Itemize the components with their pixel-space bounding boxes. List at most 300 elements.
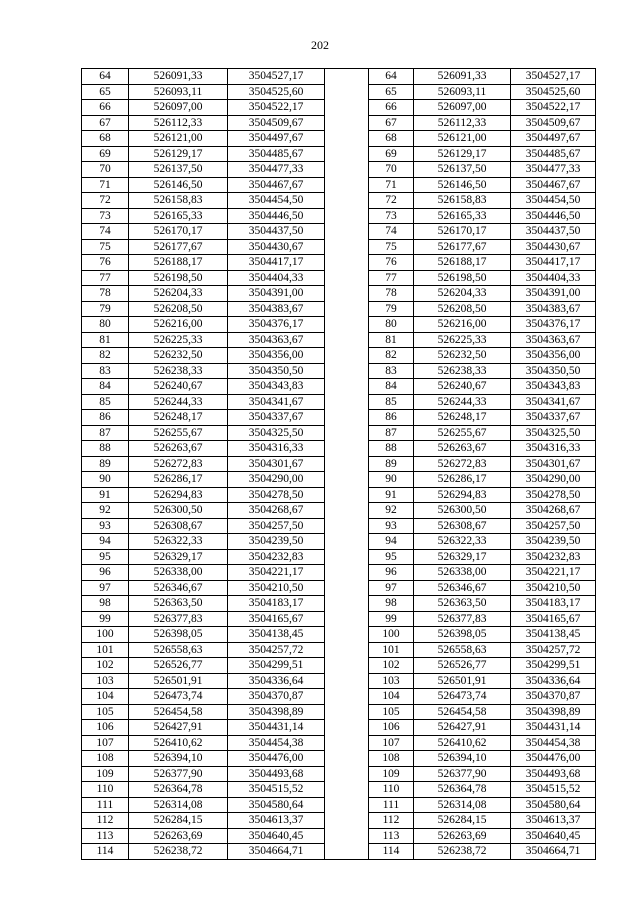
right-x-coordinate-cell: 526240,67 [414,379,511,395]
left-point-number-cell: 67 [82,115,129,131]
left-point-number-cell: 99 [82,611,129,627]
table-row [82,162,596,178]
table-row [82,348,596,364]
left-point-number-cell: 64 [82,69,129,85]
left-x-coordinate-cell: 526177,67 [129,239,228,255]
left-x-coordinate-cell: 526501,91 [129,673,228,689]
table-row [82,689,596,705]
right-x-coordinate-cell: 526473,74 [414,689,511,705]
left-y-coordinate-cell: 3504430,67 [228,239,325,255]
left-y-coordinate-cell: 3504299,51 [228,658,325,674]
left-point-number-cell: 86 [82,410,129,426]
column-separator [325,255,369,271]
right-x-coordinate-cell: 526363,50 [414,596,511,612]
column-separator [325,813,369,829]
table-row [82,503,596,519]
left-x-coordinate-cell: 526394,10 [129,751,228,767]
right-y-coordinate-cell: 3504299,51 [511,658,596,674]
right-y-coordinate-cell: 3504664,71 [511,844,596,860]
table-row [82,270,596,286]
right-y-coordinate-cell: 3504325,50 [511,425,596,441]
right-y-coordinate-cell: 3504509,67 [511,115,596,131]
right-point-number-cell: 65 [369,84,414,100]
right-point-number-cell: 77 [369,270,414,286]
table-row [82,208,596,224]
right-y-coordinate-cell: 3504515,52 [511,782,596,798]
right-y-coordinate-cell: 3504268,67 [511,503,596,519]
column-separator [325,394,369,410]
column-separator [325,735,369,751]
column-separator [325,751,369,767]
right-x-coordinate-cell: 526501,91 [414,673,511,689]
table-row [82,224,596,240]
table-row [82,580,596,596]
left-x-coordinate-cell: 526364,78 [129,782,228,798]
left-point-number-cell: 66 [82,100,129,116]
right-y-coordinate-cell: 3504239,50 [511,534,596,550]
right-y-coordinate-cell: 3504522,17 [511,100,596,116]
left-x-coordinate-cell: 526146,50 [129,177,228,193]
right-x-coordinate-cell: 526294,83 [414,487,511,503]
table-row [82,844,596,860]
table-row [82,146,596,162]
column-separator [325,503,369,519]
table-row [82,720,596,736]
right-point-number-cell: 80 [369,317,414,333]
right-point-number-cell: 108 [369,751,414,767]
column-separator [325,410,369,426]
table-row [82,642,596,658]
right-point-number-cell: 102 [369,658,414,674]
left-point-number-cell: 80 [82,317,129,333]
right-point-number-cell: 66 [369,100,414,116]
column-separator [325,131,369,147]
left-x-coordinate-cell: 526272,83 [129,456,228,472]
left-point-number-cell: 72 [82,193,129,209]
right-y-coordinate-cell: 3504527,17 [511,69,596,85]
table-row [82,549,596,565]
left-point-number-cell: 71 [82,177,129,193]
left-x-coordinate-cell: 526427,91 [129,720,228,736]
table-row [82,363,596,379]
right-point-number-cell: 86 [369,410,414,426]
right-point-number-cell: 82 [369,348,414,364]
right-x-coordinate-cell: 526216,00 [414,317,511,333]
right-y-coordinate-cell: 3504404,33 [511,270,596,286]
table-row [82,627,596,643]
right-x-coordinate-cell: 526198,50 [414,270,511,286]
column-separator [325,828,369,844]
right-x-coordinate-cell: 526112,33 [414,115,511,131]
column-separator [325,208,369,224]
left-point-number-cell: 88 [82,441,129,457]
right-y-coordinate-cell: 3504476,00 [511,751,596,767]
column-separator [325,642,369,658]
left-point-number-cell: 90 [82,472,129,488]
right-x-coordinate-cell: 526158,83 [414,193,511,209]
left-y-coordinate-cell: 3504446,50 [228,208,325,224]
right-x-coordinate-cell: 526300,50 [414,503,511,519]
right-x-coordinate-cell: 526427,91 [414,720,511,736]
right-y-coordinate-cell: 3504221,17 [511,565,596,581]
right-x-coordinate-cell: 526558,63 [414,642,511,658]
column-separator [325,100,369,116]
left-point-number-cell: 101 [82,642,129,658]
right-point-number-cell: 106 [369,720,414,736]
table-row [82,751,596,767]
right-y-coordinate-cell: 3504417,17 [511,255,596,271]
right-y-coordinate-cell: 3504454,38 [511,735,596,751]
right-x-coordinate-cell: 526244,33 [414,394,511,410]
right-y-coordinate-cell: 3504431,14 [511,720,596,736]
right-point-number-cell: 83 [369,363,414,379]
right-point-number-cell: 73 [369,208,414,224]
column-separator [325,224,369,240]
table-row [82,813,596,829]
left-x-coordinate-cell: 526286,17 [129,472,228,488]
left-point-number-cell: 70 [82,162,129,178]
left-y-coordinate-cell: 3504398,89 [228,704,325,720]
column-separator [325,84,369,100]
right-x-coordinate-cell: 526204,33 [414,286,511,302]
table-row [82,828,596,844]
column-separator [325,348,369,364]
table-row [82,565,596,581]
left-y-coordinate-cell: 3504165,67 [228,611,325,627]
right-point-number-cell: 99 [369,611,414,627]
table-row [82,611,596,627]
left-y-coordinate-cell: 3504183,17 [228,596,325,612]
right-x-coordinate-cell: 526263,69 [414,828,511,844]
left-y-coordinate-cell: 3504515,52 [228,782,325,798]
coordinates-table-body [82,69,596,860]
right-point-number-cell: 69 [369,146,414,162]
right-point-number-cell: 94 [369,534,414,550]
left-y-coordinate-cell: 3504370,87 [228,689,325,705]
right-point-number-cell: 95 [369,549,414,565]
left-y-coordinate-cell: 3504221,17 [228,565,325,581]
left-x-coordinate-cell: 526091,33 [129,69,228,85]
right-x-coordinate-cell: 526097,00 [414,100,511,116]
left-x-coordinate-cell: 526294,83 [129,487,228,503]
left-y-coordinate-cell: 3504454,38 [228,735,325,751]
left-y-coordinate-cell: 3504301,67 [228,456,325,472]
right-y-coordinate-cell: 3504290,00 [511,472,596,488]
left-y-coordinate-cell: 3504525,60 [228,84,325,100]
right-y-coordinate-cell: 3504257,50 [511,518,596,534]
right-y-coordinate-cell: 3504467,67 [511,177,596,193]
right-x-coordinate-cell: 526177,67 [414,239,511,255]
right-y-coordinate-cell: 3504383,67 [511,301,596,317]
left-point-number-cell: 81 [82,332,129,348]
right-point-number-cell: 104 [369,689,414,705]
left-x-coordinate-cell: 526238,33 [129,363,228,379]
right-y-coordinate-cell: 3504398,89 [511,704,596,720]
table-row [82,735,596,751]
column-separator [325,239,369,255]
left-x-coordinate-cell: 526165,33 [129,208,228,224]
right-point-number-cell: 89 [369,456,414,472]
column-separator [325,270,369,286]
left-point-number-cell: 87 [82,425,129,441]
right-y-coordinate-cell: 3504350,50 [511,363,596,379]
left-y-coordinate-cell: 3504316,33 [228,441,325,457]
left-point-number-cell: 110 [82,782,129,798]
right-point-number-cell: 68 [369,131,414,147]
right-point-number-cell: 87 [369,425,414,441]
left-y-coordinate-cell: 3504476,00 [228,751,325,767]
left-x-coordinate-cell: 526238,72 [129,844,228,860]
right-x-coordinate-cell: 526208,50 [414,301,511,317]
table-row [82,782,596,798]
left-x-coordinate-cell: 526377,83 [129,611,228,627]
left-y-coordinate-cell: 3504325,50 [228,425,325,441]
right-x-coordinate-cell: 526165,33 [414,208,511,224]
left-x-coordinate-cell: 526473,74 [129,689,228,705]
right-y-coordinate-cell: 3504437,50 [511,224,596,240]
left-x-coordinate-cell: 526410,62 [129,735,228,751]
left-y-coordinate-cell: 3504454,50 [228,193,325,209]
column-separator [325,580,369,596]
right-point-number-cell: 79 [369,301,414,317]
column-separator [325,689,369,705]
right-point-number-cell: 74 [369,224,414,240]
left-y-coordinate-cell: 3504522,17 [228,100,325,116]
left-y-coordinate-cell: 3504383,67 [228,301,325,317]
left-point-number-cell: 83 [82,363,129,379]
column-separator [325,363,369,379]
right-point-number-cell: 96 [369,565,414,581]
right-y-coordinate-cell: 3504485,67 [511,146,596,162]
left-x-coordinate-cell: 526284,15 [129,813,228,829]
left-point-number-cell: 77 [82,270,129,286]
left-y-coordinate-cell: 3504363,67 [228,332,325,348]
right-point-number-cell: 78 [369,286,414,302]
left-y-coordinate-cell: 3504497,67 [228,131,325,147]
table-row [82,472,596,488]
right-y-coordinate-cell: 3504316,33 [511,441,596,457]
left-y-coordinate-cell: 3504509,67 [228,115,325,131]
column-separator [325,627,369,643]
left-point-number-cell: 76 [82,255,129,271]
column-separator [325,379,369,395]
right-x-coordinate-cell: 526346,67 [414,580,511,596]
right-x-coordinate-cell: 526338,00 [414,565,511,581]
right-point-number-cell: 92 [369,503,414,519]
right-x-coordinate-cell: 526091,33 [414,69,511,85]
table-row [82,379,596,395]
right-y-coordinate-cell: 3504454,50 [511,193,596,209]
left-x-coordinate-cell: 526121,00 [129,131,228,147]
table-row [82,658,596,674]
right-x-coordinate-cell: 526329,17 [414,549,511,565]
right-y-coordinate-cell: 3504640,45 [511,828,596,844]
right-x-coordinate-cell: 526398,05 [414,627,511,643]
right-y-coordinate-cell: 3504493,68 [511,766,596,782]
left-y-coordinate-cell: 3504467,67 [228,177,325,193]
left-y-coordinate-cell: 3504232,83 [228,549,325,565]
right-y-coordinate-cell: 3504232,83 [511,549,596,565]
left-x-coordinate-cell: 526137,50 [129,162,228,178]
right-x-coordinate-cell: 526146,50 [414,177,511,193]
column-separator [325,844,369,860]
left-x-coordinate-cell: 526204,33 [129,286,228,302]
right-point-number-cell: 105 [369,704,414,720]
left-y-coordinate-cell: 3504341,67 [228,394,325,410]
column-separator [325,766,369,782]
column-separator [325,704,369,720]
left-y-coordinate-cell: 3504336,64 [228,673,325,689]
left-point-number-cell: 78 [82,286,129,302]
right-y-coordinate-cell: 3504497,67 [511,131,596,147]
right-point-number-cell: 76 [369,255,414,271]
left-x-coordinate-cell: 526263,69 [129,828,228,844]
right-x-coordinate-cell: 526322,33 [414,534,511,550]
left-point-number-cell: 96 [82,565,129,581]
table-row [82,69,596,85]
left-point-number-cell: 89 [82,456,129,472]
left-point-number-cell: 107 [82,735,129,751]
left-x-coordinate-cell: 526314,08 [129,797,228,813]
left-point-number-cell: 98 [82,596,129,612]
right-point-number-cell: 90 [369,472,414,488]
column-separator [325,611,369,627]
right-x-coordinate-cell: 526314,08 [414,797,511,813]
right-point-number-cell: 112 [369,813,414,829]
left-x-coordinate-cell: 526248,17 [129,410,228,426]
left-point-number-cell: 82 [82,348,129,364]
column-separator [325,487,369,503]
left-y-coordinate-cell: 3504485,67 [228,146,325,162]
table-row [82,534,596,550]
column-separator [325,317,369,333]
right-point-number-cell: 113 [369,828,414,844]
right-point-number-cell: 75 [369,239,414,255]
left-y-coordinate-cell: 3504257,50 [228,518,325,534]
left-x-coordinate-cell: 526198,50 [129,270,228,286]
table-row [82,487,596,503]
table-row [82,84,596,100]
right-x-coordinate-cell: 526238,33 [414,363,511,379]
right-y-coordinate-cell: 3504183,17 [511,596,596,612]
column-separator [325,534,369,550]
right-y-coordinate-cell: 3504370,87 [511,689,596,705]
right-point-number-cell: 114 [369,844,414,860]
right-x-coordinate-cell: 526286,17 [414,472,511,488]
left-y-coordinate-cell: 3504664,71 [228,844,325,860]
right-point-number-cell: 72 [369,193,414,209]
left-y-coordinate-cell: 3504640,45 [228,828,325,844]
left-point-number-cell: 68 [82,131,129,147]
right-point-number-cell: 81 [369,332,414,348]
right-x-coordinate-cell: 526232,50 [414,348,511,364]
right-x-coordinate-cell: 526377,83 [414,611,511,627]
left-y-coordinate-cell: 3504404,33 [228,270,325,286]
left-x-coordinate-cell: 526216,00 [129,317,228,333]
left-x-coordinate-cell: 526558,63 [129,642,228,658]
right-y-coordinate-cell: 3504138,45 [511,627,596,643]
left-y-coordinate-cell: 3504210,50 [228,580,325,596]
left-x-coordinate-cell: 526263,67 [129,441,228,457]
left-y-coordinate-cell: 3504493,68 [228,766,325,782]
left-y-coordinate-cell: 3504437,50 [228,224,325,240]
left-point-number-cell: 74 [82,224,129,240]
column-separator [325,162,369,178]
left-y-coordinate-cell: 3504278,50 [228,487,325,503]
right-x-coordinate-cell: 526255,67 [414,425,511,441]
left-x-coordinate-cell: 526308,67 [129,518,228,534]
left-x-coordinate-cell: 526398,05 [129,627,228,643]
right-y-coordinate-cell: 3504336,64 [511,673,596,689]
left-y-coordinate-cell: 3504350,50 [228,363,325,379]
right-x-coordinate-cell: 526364,78 [414,782,511,798]
right-point-number-cell: 110 [369,782,414,798]
left-point-number-cell: 97 [82,580,129,596]
left-x-coordinate-cell: 526338,00 [129,565,228,581]
left-x-coordinate-cell: 526244,33 [129,394,228,410]
left-point-number-cell: 104 [82,689,129,705]
right-x-coordinate-cell: 526526,77 [414,658,511,674]
left-y-coordinate-cell: 3504376,17 [228,317,325,333]
left-x-coordinate-cell: 526129,17 [129,146,228,162]
right-x-coordinate-cell: 526248,17 [414,410,511,426]
coordinates-table [81,68,596,860]
right-y-coordinate-cell: 3504376,17 [511,317,596,333]
column-separator [325,472,369,488]
left-point-number-cell: 95 [82,549,129,565]
column-separator [325,286,369,302]
right-y-coordinate-cell: 3504165,67 [511,611,596,627]
left-y-coordinate-cell: 3504580,64 [228,797,325,813]
left-point-number-cell: 91 [82,487,129,503]
left-point-number-cell: 100 [82,627,129,643]
left-x-coordinate-cell: 526322,33 [129,534,228,550]
right-y-coordinate-cell: 3504210,50 [511,580,596,596]
left-x-coordinate-cell: 526158,83 [129,193,228,209]
table-row [82,456,596,472]
right-y-coordinate-cell: 3504363,67 [511,332,596,348]
left-point-number-cell: 84 [82,379,129,395]
left-point-number-cell: 93 [82,518,129,534]
column-separator [325,425,369,441]
left-point-number-cell: 92 [82,503,129,519]
table-row [82,332,596,348]
left-x-coordinate-cell: 526329,17 [129,549,228,565]
right-point-number-cell: 88 [369,441,414,457]
left-point-number-cell: 109 [82,766,129,782]
left-x-coordinate-cell: 526097,00 [129,100,228,116]
right-x-coordinate-cell: 526121,00 [414,131,511,147]
left-point-number-cell: 73 [82,208,129,224]
right-y-coordinate-cell: 3504430,67 [511,239,596,255]
table-row [82,301,596,317]
table-row [82,193,596,209]
left-y-coordinate-cell: 3504391,00 [228,286,325,302]
column-separator [325,146,369,162]
right-point-number-cell: 109 [369,766,414,782]
table-row [82,177,596,193]
left-y-coordinate-cell: 3504268,67 [228,503,325,519]
page-number: 202 [311,38,329,52]
left-x-coordinate-cell: 526363,50 [129,596,228,612]
left-y-coordinate-cell: 3504613,37 [228,813,325,829]
left-point-number-cell: 85 [82,394,129,410]
table-row [82,518,596,534]
left-point-number-cell: 69 [82,146,129,162]
left-point-number-cell: 106 [82,720,129,736]
right-x-coordinate-cell: 526093,11 [414,84,511,100]
table-row [82,596,596,612]
